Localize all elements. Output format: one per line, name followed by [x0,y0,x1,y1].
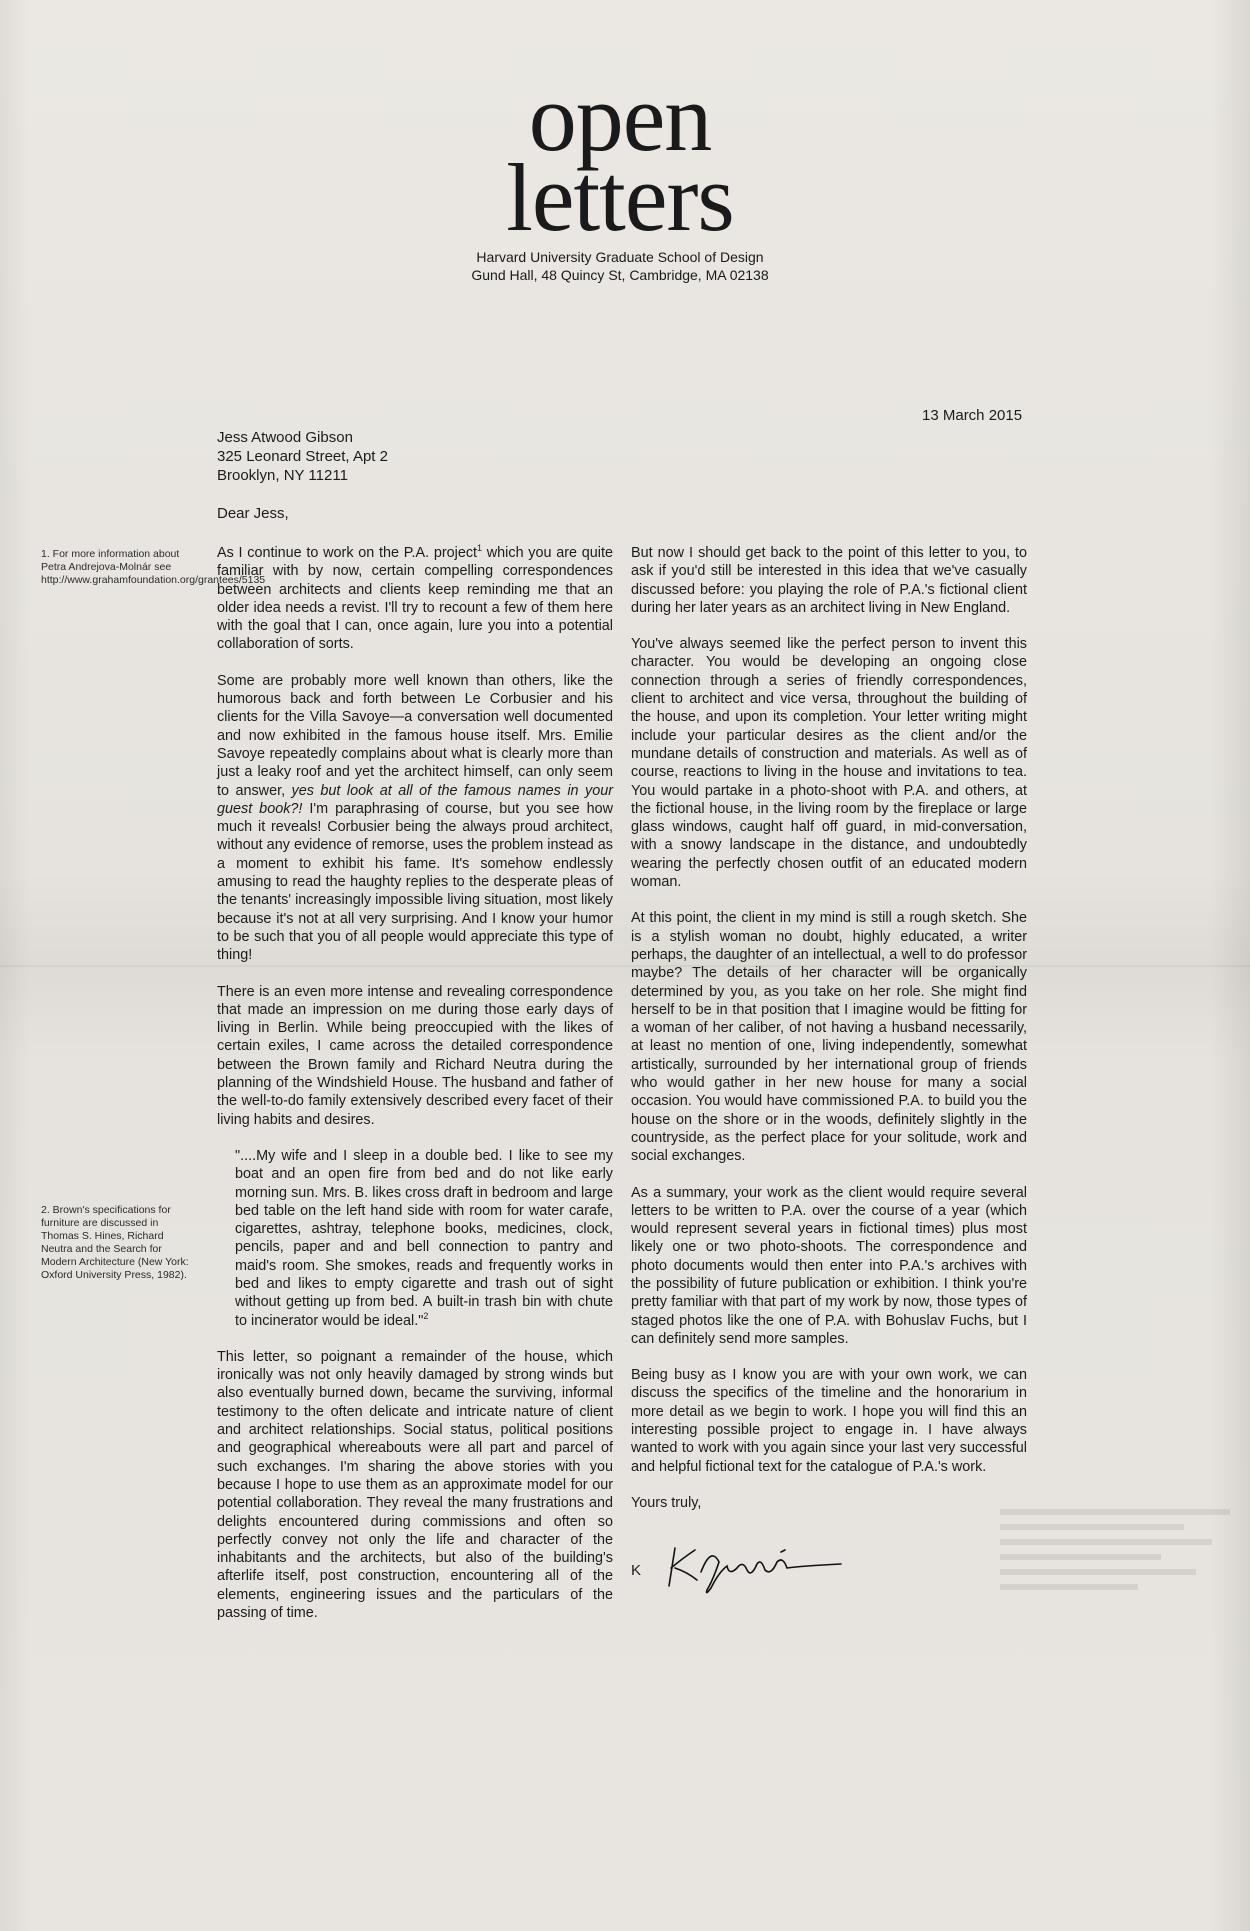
signature-initial: K [631,1562,642,1580]
paragraph: As a summary, your work as the client would require several letters to be written to P.A. over the course of a year (which would represent several years in fictional times) plus most likely one or two photo-shoots. The correspondence and photo documents would then enter into P.A.'s archives with the possibility of future publication or exhibition. I think you're pretty familiar with that part of my work by now, those types of staged photos like the one of P.A. with Bohuslav Fuchs, but I can definitely send more samples. [631,1184,1027,1347]
salutation: Dear Jess, [217,505,289,522]
paragraph: But now I should get back to the point of this letter to you, to ask if you'd still be interested in this idea that we've casually discussed before: you playing the role of P.A.'s fictional client during her later years as an architect living in New England. [631,545,1027,616]
letter-date: 13 March 2015 [922,407,1023,424]
handwritten-signature [661,1528,861,1598]
footnote-1: 1. For more information about Petra Andrejova-Molnár see http://www.grahamfoundation.org/grantees/5135 [41,548,266,586]
paragraph: Being busy as I know you are with your own work, we can discuss the specifics of the timeline and the honorarium in more detail as we begin to work. I hope you will find this an interesting possible project to engage in. I have always wanted to work with you again since your last very successful and helpful fictional text for the catalogue of P.A.'s work. [631,1367,1027,1475]
paragraph: You've always seemed like the perfect person to invent this character. You would be developing an ongoing close connection through a series of friendly correspondences, client to architect and vice versa, throughout the building of the house, and upon its completion. Your letter writing might include your particular desires as the client and/or the mundane details of construction and materials. As well as of course, reactions to living in the house and invitations to tea. You would partake in a photo-shoot with P.A. and others, at the fictional house, in the living room by the fireplace or large glass windows, caught half off guard, in mid-conversation, with a snowy landscape in the distance, and undoubtedly wearing the perfectly chosen outfit of an educated modern woman. [631,636,1027,891]
paragraph: At this point, the client in my mind is still a rough sketch. She is a stylish woman no doubt, highly educated, a writer perhaps, the daughter of an intellectual, a well to do professor maybe? The details of her character will be organically determined by you, as you take on her role. She might find herself to be in that position that I imagine would be fitting for a woman of her caliber, of not having a husband necessarily, at least no mention of one, living independently, somewhat artistically, surrounded by her international group of friends who would gather in her new house for many a social occasion. You would have commissioned P.A. to build you the house on the shore or in the woods, definitely slightly in the countryside, as the perfect place for your solitude, work and social exchanges. [631,910,1027,1165]
recipient-address [217,428,388,485]
masthead-title-line1: open [528,64,712,171]
signature-block [631,1530,1027,1590]
recipient-name: Jess Atwood Gibson [217,429,353,446]
paragraph: Some are probably more well known than others, like the humorous back and forth between Le Corbusier and his clients for the Villa Savoye—a conversation well documented and now exhibited in the famous house itself. Mrs. Emilie Savoye repeatedly complains about what is clearly more than just a leaky roof and yet the architect himself, can only seem to answer, yes but look at all of the famous names in your guest book?! I'm paraphrasing of course, but you see how much it reveals! Corbusier being the always proud architect, without any evidence of remorse, uses the problem instead as a moment to exhibit his fame. It's somehow endlessly amusing to read the haughty replies to the desperate pleas of the tenants' increasingly impossible living situation, most likely because it's not at all very surprising. And I know your humor to be such that you of all people would appreciate this type of thing! [217,672,614,964]
letter-column-left [217,544,613,1640]
footnote-ref-2: 2 [423,1310,429,1321]
masthead-institution: Harvard University Graduate School of Design [476,249,764,265]
masthead-title-line2: letters [506,144,734,251]
page-fold [0,965,1250,967]
masthead-address: Gund Hall, 48 Quincy St, Cambridge, MA 02138 [471,267,769,283]
paragraph: There is an even more intense and revealing correspondence that made an impression on me during those early days of living in Berlin. While being preoccupied with the likes of certain exiles, I came across the detailed correspondence between the Brown family and Richard Neutra during the planning of the Windshield House. The husband and father of the well-to-do family extensively described every facet of their living habits and desires. [217,983,613,1128]
closing: Yours truly, [631,1494,702,1511]
show-through-text [1000,1500,1230,1760]
letter-column-right [631,544,1027,1590]
block-quote: "....My wife and I sleep in a double bed. I like to see my boat and an open fire from bed and do not like early morning sun. Mrs. B. likes cross draft in bedroom and large bed table on the left hand side with room for water carafe, cigarettes, ashtray, telephone books, medicines, clock, pencils, paper and and bell connection to pantry and maid's room. She smokes, reads and frequently works in bed and likes to empty cigarette and trash out of sight without getting up from bed. A built-in trash bin with chute to incinerator would be ideal."$^2$ [235,1147,613,1329]
italic-quote: yes but look at all of the famous names in your guest book?! [217,782,614,817]
footnote-ref-1: 1 [477,543,483,554]
recipient-city: Brooklyn, NY 11211 [217,467,348,484]
masthead [430,64,810,284]
recipient-street: 325 Leonard Street, Apt 2 [217,448,388,465]
paragraph: As I continue to work on the P.A. project$^1$ which you are quite familiar with by now, certain compelling correspondences between architects and clients keep reminding me that an older idea needs a revist. I'll try to recount a few of them here with the goal that I can, once again, lure you into a potential collaboration of sorts. [217,543,613,653]
paragraph: This letter, so poignant a remainder of the house, which ironically was not only heavily damaged by strong winds but also eventually burned down, became the surviving, informal testimony to the often delicate and intricate nature of client and architect relationships. Social status, political positions and geographical whereabouts were all part and parcel of such exchanges. I'm sharing the above stories with you because I hope to use them as an approximate model for our potential collaboration. They reveal the many frustrations and delights encountered during commissions and often so perfectly convey not only the life and character of the inhabitants and the architects, but also of the building's afterlife itself, post construction, encountering all of the elements, engineering issues and the particulars of the passing of time. [217,1348,613,1622]
footnote-2: 2. Brown's specifications for furniture are discussed in Thomas S. Hines, Richard Neutra and the Search for Modern Architecture (New York: Oxford University Press, 1982). [41,1204,189,1281]
